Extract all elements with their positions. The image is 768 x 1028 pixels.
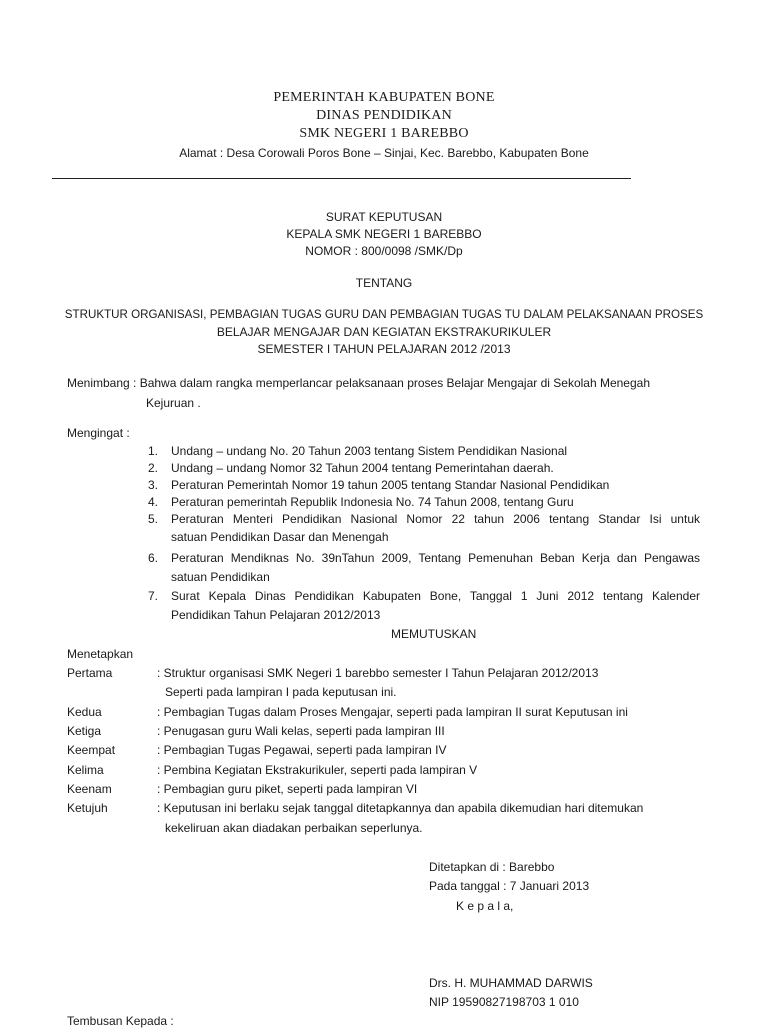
decision-label: Keenam [67, 782, 112, 796]
mengingat-number: 1. [148, 444, 159, 458]
signature-name: Drs. H. MUHAMMAD DARWIS [429, 976, 593, 990]
header-line-school: SMK NEGERI 1 BAREBBO [299, 126, 469, 141]
header-line-government: PEMERINTAH KABUPATEN BONE [273, 90, 495, 105]
decision-value: : Penugasan guru Wali kelas, seperti pada lampiran III [157, 724, 445, 738]
decision-value-continued: Seperti pada lampiran I pada keputusan ini. [165, 685, 397, 699]
mengingat-item-continued: Pendidikan Tahun Pelajaran 2012/2013 [171, 608, 381, 622]
mengingat-item-continued: satuan Pendidikan [171, 570, 270, 584]
decision-value: : Pembagian guru piket, seperti pada lampiran VI [157, 782, 418, 796]
mengingat-number: 6. [148, 551, 159, 565]
title-surat-keputusan: SURAT KEPUTUSAN [325, 210, 443, 224]
decision-value: : Pembagian Tugas dalam Proses Mengajar, seperti pada lampiran II surat Keputusan ini [157, 705, 628, 719]
mengingat-item: Peraturan Pemerintah Nomor 19 tahun 2005 tentang Standar Nasional Pendidikan [171, 478, 610, 492]
menetapkan-label: Menetapkan [67, 647, 134, 661]
header-divider [52, 178, 631, 179]
signature-role: K e p a l a, [456, 899, 514, 913]
signature-place: Ditetapkan di : Barebbo [429, 860, 555, 874]
decision-value: : Keputusan ini berlaku sejak tanggal ditetapkannya dan apabila dikemudian hari ditemukan [157, 801, 644, 815]
tembusan-label: Tembusan Kepada : [67, 1014, 174, 1028]
menimbang-line-1: Menimbang : Bahwa dalam rangka memperlancar pelaksanaan proses Belajar Mengajar di Sekolah Menegah [67, 376, 651, 390]
mengingat-item: Peraturan pemerintah Republik Indonesia No. 74 Tahun 2008, tentang Guru [171, 495, 574, 509]
menimbang-line-2: Kejuruan . [146, 396, 201, 410]
title-tentang: TENTANG [355, 276, 413, 290]
mengingat-number: 5. [148, 512, 159, 526]
decision-label: Kedua [67, 705, 102, 719]
signature-date: Pada tanggal : 7 Januari 2013 [429, 879, 590, 893]
decision-label: Kelima [67, 763, 104, 777]
memutuskan-heading: MEMUTUSKAN [391, 627, 477, 641]
mengingat-item: Peraturan Mendiknas No. 39nTahun 2009, Tentang Pemenuhan Beban Kerja dan Pengawas [171, 551, 700, 565]
signature-nip: NIP 19590827198703 1 010 [429, 995, 579, 1009]
mengingat-number: 7. [148, 589, 159, 603]
title-kepala: KEPALA SMK NEGERI 1 BAREBBO [286, 227, 482, 241]
mengingat-item: Surat Kepala Dinas Pendidikan Kabupaten Bone, Tanggal 1 Juni 2012 tentang Kalender [171, 589, 700, 603]
mengingat-item: Undang – undang Nomor 32 Tahun 2004 tentang Pemerintahan daerah. [171, 461, 554, 475]
title-nomor: NOMOR : 800/0098 /SMK/Dp [305, 244, 463, 258]
mengingat-item: Peraturan Menteri Pendidikan Nasional Nomor 22 tahun 2006 tentang Standar Isi untuk [171, 512, 700, 526]
decision-label: Ketiga [67, 724, 102, 738]
decision-label: Pertama [67, 666, 113, 680]
decision-value-continued: kekeliruan akan diadakan perbaikan seperlunya. [165, 821, 423, 835]
decision-label: Keempat [67, 743, 116, 757]
header-address: Alamat : Desa Corowali Poros Bone – Sinjai, Kec. Barebbo, Kabupaten Bone [179, 146, 589, 160]
header-line-department: DINAS PENDIDIKAN [316, 108, 452, 123]
decision-value: : Struktur organisasi SMK Negeri 1 barebbo semester I Tahun Pelajaran 2012/2013 [157, 666, 599, 680]
subject-line-2: BELAJAR MENGAJAR DAN KEGIATAN EKSTRAKURIKULER [216, 325, 552, 339]
subject-line-3: SEMESTER I TAHUN PELAJARAN 2012 /2013 [257, 342, 511, 356]
subject-line-1: STRUKTUR ORGANISASI, PEMBAGIAN TUGAS GURU DAN PEMBAGIAN TUGAS TU DALAM PELAKSANAAN PROSES [64, 308, 704, 321]
mengingat-number: 2. [148, 461, 159, 475]
decision-label: Ketujuh [67, 801, 108, 815]
mengingat-item-continued: satuan Pendidikan Dasar dan Menengah [171, 530, 389, 544]
decision-value: : Pembagian Tugas Pegawai, seperti pada lampiran IV [157, 743, 447, 757]
mengingat-number: 3. [148, 478, 159, 492]
mengingat-item: Undang – undang No. 20 Tahun 2003 tentang Sistem Pendidikan Nasional [171, 444, 568, 458]
mengingat-label: Mengingat : [67, 426, 130, 440]
decision-value: : Pembina Kegiatan Ekstrakurikuler, seperti pada lampiran V [157, 763, 478, 777]
mengingat-number: 4. [148, 495, 159, 509]
